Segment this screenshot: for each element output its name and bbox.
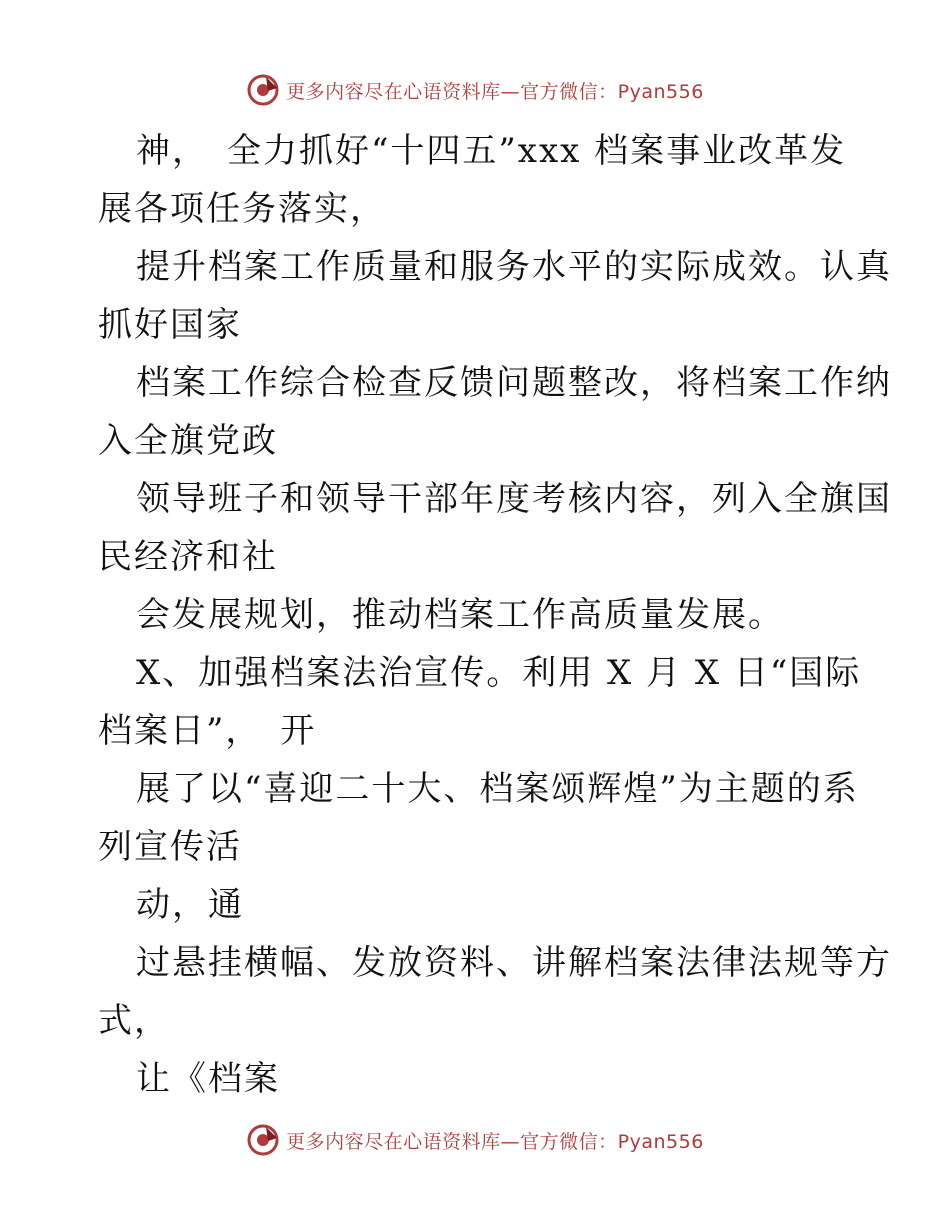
writing-hand-logo-icon [246, 1123, 280, 1157]
text-line: 档案日”， 开 [98, 711, 317, 751]
text-line: 抓好国家 [98, 305, 242, 345]
text-line: 神， 全力抓好“十四五”xxx 档案事业改革发 [136, 131, 847, 171]
text-line: 会发展规划，推动档案工作高质量发展。 [136, 595, 784, 635]
text-line: 动，通 [136, 885, 244, 925]
header-banner-text: 更多内容尽在心语资料库—官方微信：Pyan556 [286, 80, 704, 103]
document-body [98, 122, 892, 1108]
text-line: 式， [98, 1001, 170, 1041]
text-line: 入全旗党政 [98, 421, 278, 461]
text-line: 展了以“喜迎二十大、档案颂辉煌”为主题的系 [136, 769, 859, 809]
text-line: 档案工作综合检查反馈问题整改，将档案工作纳 [136, 363, 892, 403]
text-line: 展各项任务落实， [98, 189, 386, 229]
text-line: 让《档案 [136, 1059, 280, 1099]
text-line: 列宣传活 [98, 827, 242, 867]
footer-banner-text: 更多内容尽在心语资料库—官方微信：Pyan556 [286, 1130, 704, 1153]
text-line: 领导班子和领导干部年度考核内容，列入全旗国 [136, 479, 892, 519]
writing-hand-logo-icon [246, 73, 280, 107]
text-line: X、加强档案法治宣传。利用 X 月 X 日“国际 [136, 653, 862, 693]
header-banner [0, 70, 950, 110]
footer-banner [0, 1120, 950, 1160]
text-line: 提升档案工作质量和服务水平的实际成效。认真 [136, 247, 892, 287]
text-line: 民经济和社 [98, 537, 278, 577]
text-line: 过悬挂横幅、发放资料、讲解档案法律法规等方 [136, 943, 892, 983]
